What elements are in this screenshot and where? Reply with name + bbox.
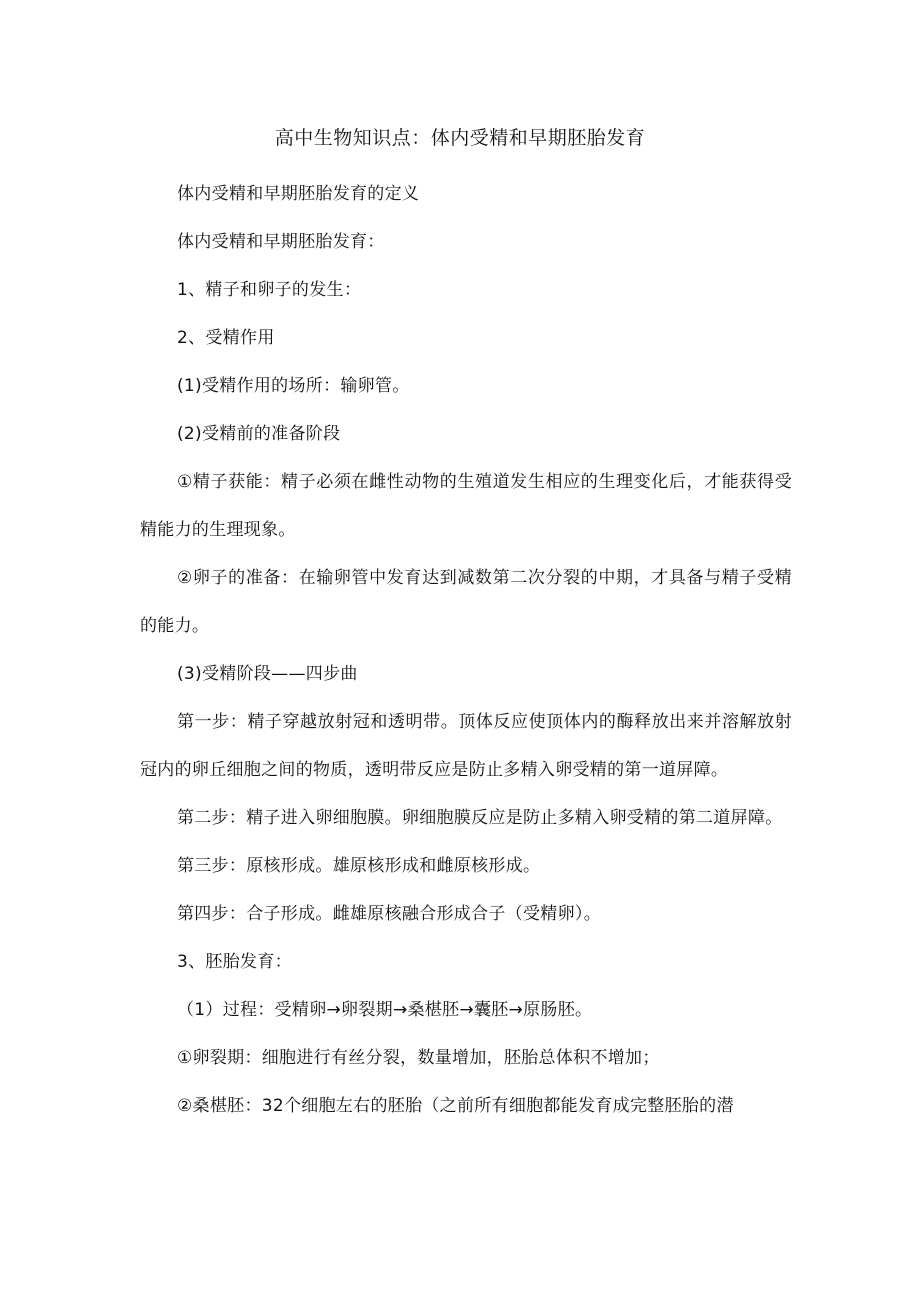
paragraph: (3)受精阶段——四步曲 <box>177 664 358 684</box>
paragraph: 1、精子和卵子的发生： <box>177 280 362 300</box>
paragraph: 体内受精和早期胚胎发育： <box>177 232 385 252</box>
paragraph: 第四步：合子形成。雌雄原核融合形成合子（受精卵）。 <box>177 904 601 924</box>
paragraph: 2、受精作用 <box>177 328 275 348</box>
paragraph: 3、胚胎发育： <box>177 952 292 972</box>
paragraph: (2)受精前的准备阶段 <box>177 424 341 444</box>
paragraph: ②桑椹胚：32个细胞左右的胚胎（之前所有细胞都能发育成完整胚胎的潜 <box>177 1096 734 1116</box>
paragraph: (1)受精作用的场所：输卵管。 <box>177 376 410 396</box>
paragraph: 体内受精和早期胚胎发育的定义 <box>177 184 420 204</box>
document-body <box>140 170 792 1130</box>
paragraph: ②卵子的准备：在输卵管中发育达到减数第二次分裂的中期，才具备与精子受精的能力。 <box>140 568 792 636</box>
document-title: 高中生物知识点：体内受精和早期胚胎发育 <box>274 127 646 149</box>
paragraph: ①卵裂期：细胞进行有丝分裂，数量增加，胚胎总体积不增加； <box>177 1048 660 1068</box>
paragraph: 第一步：精子穿越放射冠和透明带。顶体反应使顶体内的酶释放出来并溶解放射冠内的卵丘细胞之间的物质，透明带反应是防止多精入卵受精的第一道屏障。 <box>140 712 792 780</box>
paragraph: 第二步：精子进入卵细胞膜。卵细胞膜反应是防止多精入卵受精的第二道屏障。 <box>177 808 783 828</box>
paragraph: 第三步：原核形成。雄原核形成和雌原核形成。 <box>177 856 541 876</box>
paragraph: ①精子获能：精子必须在雌性动物的生殖道发生相应的生理变化后，才能获得受精能力的生理现象。 <box>140 472 792 540</box>
paragraph: （1）过程：受精卵→卵裂期→桑椹胚→囊胚→原肠胚。 <box>177 1000 593 1020</box>
